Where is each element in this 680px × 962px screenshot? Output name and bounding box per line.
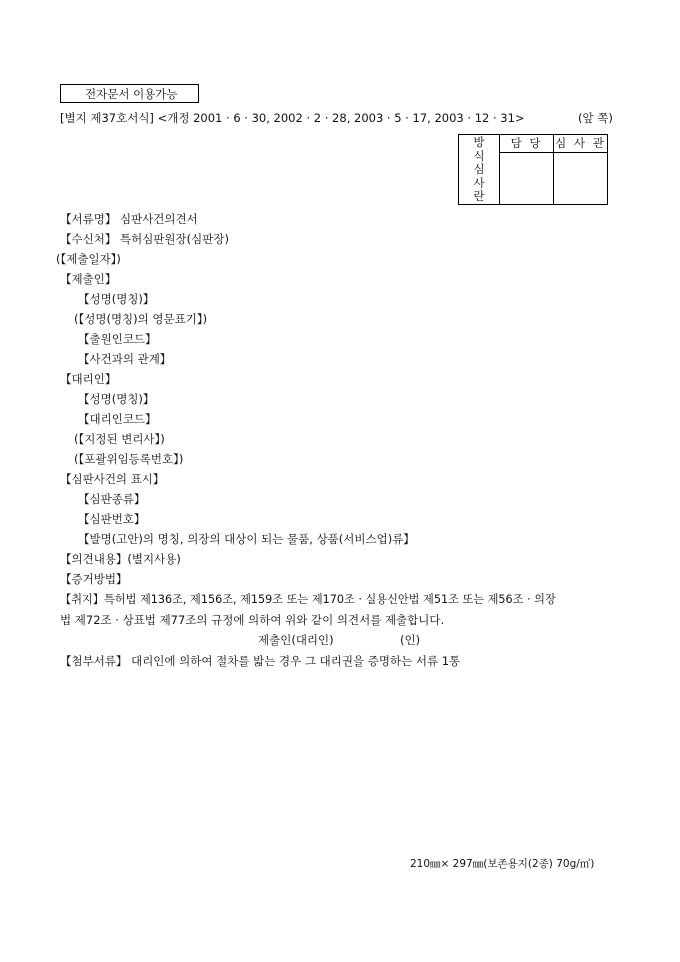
field-document-name: 【서류명】 심판사건의견서 bbox=[60, 212, 198, 226]
field-agent-name: 【성명(명칭)】 bbox=[78, 392, 155, 406]
field-submitter: 【제출인】 bbox=[60, 272, 117, 286]
page-side-label: (앞 쪽) bbox=[578, 111, 613, 125]
field-opinion-content: 【의견내용】(별지사용) bbox=[60, 552, 181, 566]
approval-cell-examiner bbox=[554, 152, 608, 204]
field-relation-to-case: 【사건과의 관계】 bbox=[78, 352, 172, 366]
approval-box bbox=[458, 134, 608, 205]
paper-spec-footer: 210㎜× 297㎜(보존용지(2종) 70g/㎡) bbox=[410, 858, 595, 870]
field-submitter-name: 【성명(명칭)】 bbox=[78, 292, 155, 306]
field-trial-case-indication: 【심판사건의 표시】 bbox=[60, 472, 165, 486]
field-agent: 【대리인】 bbox=[60, 372, 117, 386]
electronic-document-label: 전자문서 이용가능 bbox=[60, 84, 199, 103]
field-designated-patent-attorney: (【지정된 변리사】) bbox=[74, 432, 165, 446]
field-trial-number: 【심판번호】 bbox=[78, 512, 146, 526]
field-submitter-english-name: (【성명(명칭)의 영문표기】) bbox=[74, 312, 208, 326]
approval-label: 방 식 심 사 란 bbox=[459, 135, 500, 205]
purpose-line-2: 법 제72조 · 상표법 제77조의 규정에 의하여 위와 같이 의견서를 제출합니다. bbox=[60, 613, 445, 627]
attachments: 【첨부서류】 대리인에 의하여 절차를 밟는 경우 그 대리권을 증명하는 서류 1통 bbox=[60, 654, 461, 668]
approval-col-manager: 담 당 bbox=[500, 135, 554, 153]
field-submission-date: (【제출일자】) bbox=[56, 252, 121, 266]
seal-mark: (인) bbox=[400, 633, 421, 647]
field-general-power-number: (【포괄위임등록번호】) bbox=[74, 452, 184, 466]
approval-col-examiner: 심 사 관 bbox=[555, 136, 606, 151]
field-trial-type: 【심판종류】 bbox=[78, 492, 146, 506]
purpose-line-1: 【취지】특허법 제136조, 제156조, 제159조 또는 제170조 · 실용신안법 제51조 또는 제56조 · 의장 bbox=[60, 593, 556, 606]
approval-cell-manager bbox=[500, 152, 554, 204]
form-number: [별지 제37호서식] <개정 2001 · 6 · 30, 2002 · 2 · 28, 2003 · 5 · 17, 2003 · 12 · 31> bbox=[60, 111, 525, 125]
field-invention-title: 【발명(고안)의 명칭, 의장의 대상이 되는 물품, 상품(서비스업)류】 bbox=[78, 532, 415, 546]
field-recipient: 【수신처】 특허심판원장(심판장) bbox=[60, 232, 229, 246]
field-evidence: 【증거방법】 bbox=[60, 572, 128, 586]
field-applicant-code: 【출원인코드】 bbox=[78, 332, 157, 346]
submitter-signature-label: 제출인(대리인) bbox=[258, 633, 334, 647]
field-agent-code: 【대리인코드】 bbox=[78, 412, 157, 426]
